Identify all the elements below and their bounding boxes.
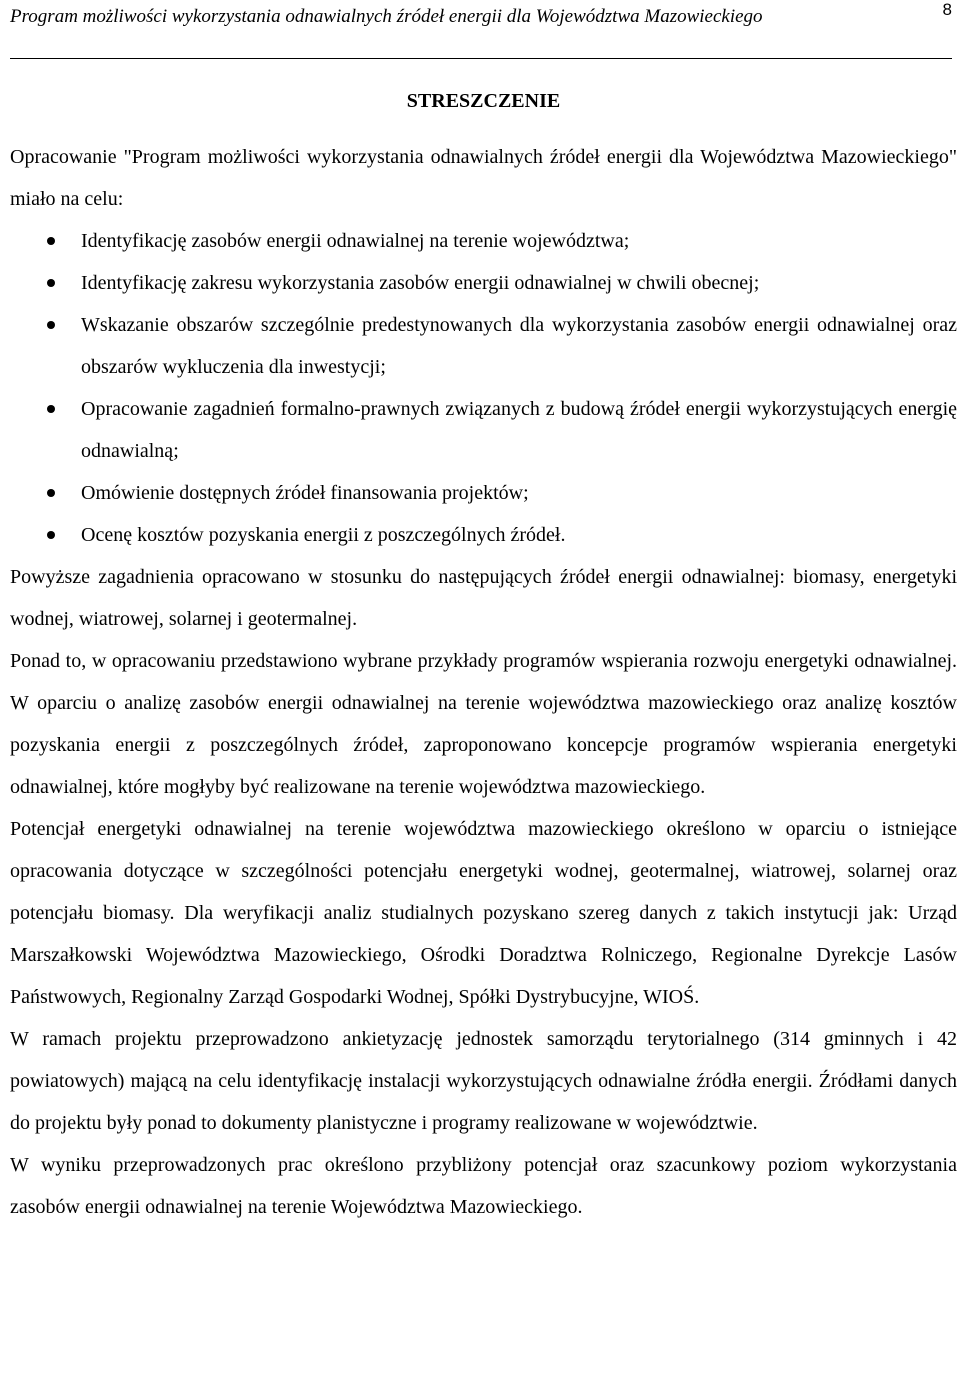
bullet-icon bbox=[47, 321, 55, 329]
goals-list bbox=[10, 220, 957, 556]
list-item bbox=[10, 304, 957, 388]
bullet-icon bbox=[47, 531, 55, 539]
intro-paragraph: Opracowanie "Program możliwości wykorzystania odnawialnych źródeł energii dla Województwa Mazowieckiego" miało na celu: bbox=[10, 146, 957, 210]
section-heading: STRESZCZENIE bbox=[406, 90, 561, 112]
paragraph-results: W wyniku przeprowadzonych prac określono przybliżony potencjał oraz szacunkowy poziom wykorzystania zasobów energii odnawialnej na terenie Województwa Mazowieckiego. bbox=[10, 1154, 957, 1218]
bullet-icon bbox=[47, 489, 55, 497]
bullet-icon bbox=[47, 405, 55, 413]
bullet-icon bbox=[47, 237, 55, 245]
list-item bbox=[10, 262, 957, 304]
running-header-title: Program możliwości wykorzystania odnawialnych źródeł energii dla Województwa Mazowieckiego bbox=[10, 6, 763, 27]
list-item-text: Identyfikację zakresu wykorzystania zasobów energii odnawialnej w chwili obecnej; bbox=[81, 272, 760, 294]
list-item-text: Identyfikację zasobów energii odnawialnej na terenie województwa; bbox=[81, 230, 630, 252]
paragraph-programs: Ponad to, w opracowaniu przedstawiono wybrane przykłady programów wspierania rozwoju energetyki odnawialnej. W oparciu o analizę zasobów energii odnawialnej na terenie województwa mazowieckiego oraz analizę kosztów pozyskania energii z poszczególnych źródeł, zaproponowano koncepcje programów wspierania energetyki odnawialnej, które mogłyby być realizowane na terenie województwa mazowieckiego. bbox=[10, 650, 957, 798]
list-item-text: Wskazanie obszarów szczególnie predestynowanych dla wykorzystania zasobów energii odnawialnej oraz obszarów wykluczenia dla inwestycji; bbox=[81, 314, 957, 378]
paragraph-sources: Powyższe zagadnienia opracowano w stosunku do następujących źródeł energii odnawialnej: biomasy, energetyki wodnej, wiatrowej, solarnej i geotermalnej. bbox=[10, 566, 957, 630]
document-body bbox=[10, 80, 957, 1228]
page-number: 8 bbox=[942, 0, 952, 19]
list-item-text: Omówienie dostępnych źródeł finansowania projektów; bbox=[81, 482, 529, 504]
paragraph-potential: Potencjał energetyki odnawialnej na terenie województwa mazowieckiego określono w oparciu o istniejące opracowania dotyczące w szczególności potencjału energetyki wodnej, geotermalnej, wiatrowej, solarnej oraz potencjału biomasy. Dla weryfikacji analiz studialnych pozyskano szereg danych z takich instytucji jak: Urząd Marszałkowski Województwa Mazowieckiego, Ośrodki Doradztwa Rolniczego, Regionalne Dyrekcje Lasów Państwowych, Regionalny Zarząd Gospodarki Wodnej, Spółki Dystrybucyjne, WIOŚ. bbox=[10, 818, 957, 1008]
bullet-icon bbox=[47, 279, 55, 287]
paragraph-survey: W ramach projektu przeprowadzono ankietyzację jednostek samorządu terytorialnego (314 gminnych i 42 powiatowych) mającą na celu identyfikację instalacji wykorzystujących odnawialne źródła energii. Źródłami danych do projektu były ponad to dokumenty planistyczne i programy realizowane w województwie. bbox=[10, 1028, 957, 1134]
list-item-text: Opracowanie zagadnień formalno-prawnych związanych z budową źródeł energii wykorzystujących energię odnawialną; bbox=[81, 398, 957, 462]
list-item bbox=[10, 388, 957, 472]
list-item-text: Ocenę kosztów pozyskania energii z poszczególnych źródeł. bbox=[81, 524, 566, 546]
list-item bbox=[10, 220, 957, 262]
page-header bbox=[10, 0, 952, 59]
list-item bbox=[10, 472, 957, 514]
list-item bbox=[10, 514, 957, 556]
